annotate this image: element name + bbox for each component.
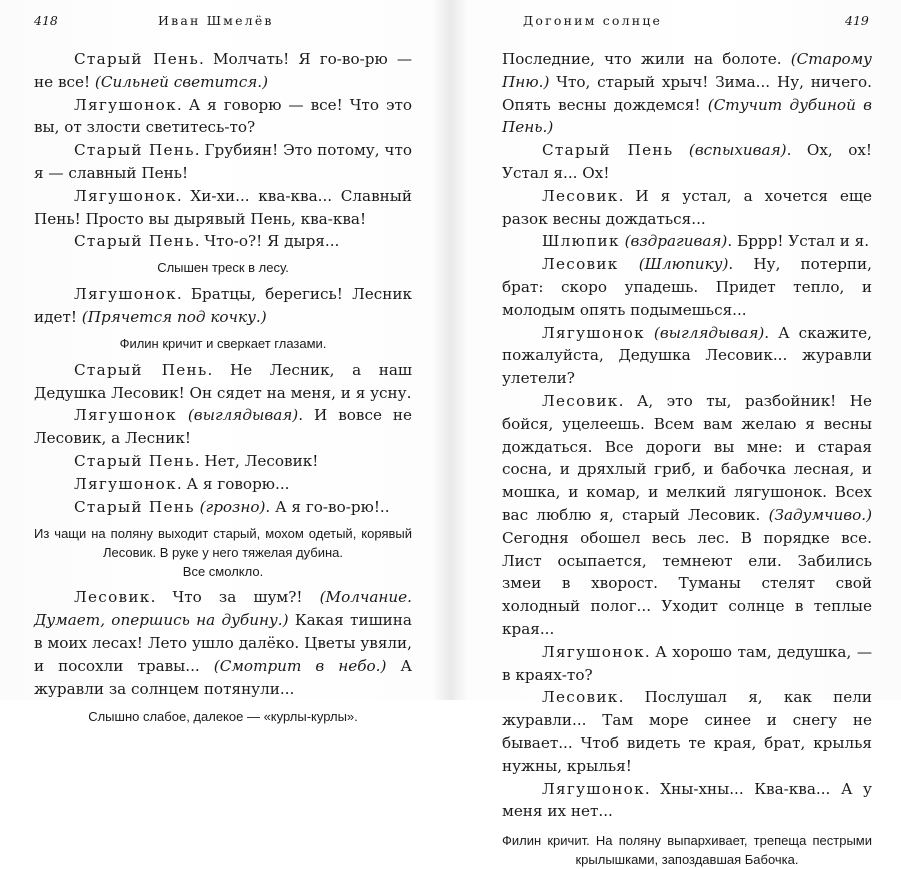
speaker-separator: . [207, 360, 230, 379]
stage-remark: (грозно) [199, 497, 266, 516]
speaker-separator: . [644, 779, 661, 798]
left-page-body [34, 48, 412, 732]
speaker-name: Лесовик [542, 688, 619, 707]
dialogue-line [502, 641, 872, 687]
speaker-separator [619, 255, 639, 273]
speaker-name: Лесовик [542, 391, 619, 410]
stage-remark: (выглядывая) [653, 323, 765, 342]
right-page-body [502, 48, 872, 869]
stage-remark: (Смотрит в небо.) [213, 656, 387, 675]
right-running-head-title: Догоним солнце [523, 13, 663, 28]
right-page [451, 0, 901, 868]
stage-remark: (Сильней светится.) [94, 72, 269, 91]
stage-remark: (выглядывая) [187, 406, 299, 425]
speaker-separator: . [618, 186, 636, 205]
dialogue-line [34, 230, 412, 253]
speech-text: А я говорю... [186, 474, 290, 493]
stage-remark: (вздрагивая) [624, 232, 728, 251]
speech-text: Хи-хи... ква-ква... Славный Пень! Просто вы дырявый Пень, ква-ква! [34, 186, 412, 228]
speaker-separator: . [644, 642, 656, 661]
dialogue-line [34, 283, 412, 329]
speaker-name: Лесовик [74, 588, 151, 607]
speaker-name: Лягушонок [542, 779, 645, 798]
speech-text: Нет, Лесовик! [204, 451, 319, 470]
speaker-separator: . [150, 588, 173, 607]
speech-text: . Ну, потерпи, брат: скоро упадешь. Придет тепло, и молодым опять подымешься... [502, 255, 872, 319]
speaker-name: Лесовик [542, 255, 619, 274]
stage-remark: (Прячется под кочку.) [81, 307, 267, 326]
left-page-number: 418 [34, 13, 58, 28]
speech-continuation [502, 48, 872, 139]
stage-direction: Из чащи на поляну выходит старый, мохом одетый, корявый Лесовик. В руке у него тяжелая дубина. [34, 526, 412, 561]
speech-text: А хорошо там, дедушка, — в краях-то? [502, 642, 872, 684]
stage-remark: (Шлюпику) [638, 255, 729, 274]
speech-text: . Ох, ох! Устал я... Ох! [502, 141, 873, 182]
speech-text: Молчать! Я го-во-рю — не все! [34, 50, 413, 91]
dialogue-line [34, 473, 412, 496]
dialogue-line [34, 48, 412, 94]
dialogue-line [502, 322, 872, 390]
left-running-head-title: Иван Шмелёв [158, 13, 274, 28]
speaker-name: Лягушонок [74, 474, 177, 493]
stage-remark: (вспыхивая) [688, 141, 787, 160]
speaker-name: Лягушонок [542, 642, 645, 661]
speaker-separator [177, 406, 188, 424]
dialogue-line [34, 496, 412, 519]
dialogue-line [502, 185, 872, 231]
speaker-separator: . [194, 141, 205, 160]
speech-text: Какая тишина в моих лесах! Лето ушло далёко. Цветы увяли, и посохли травы... (Смотрит в небо.) А журавли за солнцем потянули... [34, 611, 412, 698]
dialogue-line [502, 390, 872, 641]
speaker-name: Лягушонок [74, 285, 177, 304]
speaker-separator: . [176, 474, 187, 493]
dialogue-block [34, 586, 412, 700]
speech-text: И я устал, а хочется еще разок весны дождаться... [502, 186, 873, 228]
speaker-separator: . [618, 391, 637, 410]
speaker-name: Лягушонок [74, 95, 177, 114]
speech-text: Не Лесник, а наш Дедушка Лесовик! Он сядет на меня, и я усну. [34, 360, 412, 402]
stage-direction: Филин кричит. На поляну выпархивает, трепеща пестрыми крылышками, запоздавшая Бабочка. [502, 833, 872, 868]
speaker-name: Лесовик [542, 186, 619, 205]
speech-text: Хны-хны... Ква-ква... А у меня их нет... [502, 779, 872, 821]
dialogue-block [34, 48, 412, 253]
speaker-name: Старый Пень [74, 360, 208, 379]
stage-direction: Филин кричит и сверкает глазами. [119, 335, 327, 351]
stage-remark: (Стучит дубиной в Пень.) [502, 95, 872, 137]
speaker-name: Старый Пень [74, 141, 195, 160]
dialogue-line [34, 404, 412, 450]
speech-text: Сегодня обошел весь лес. В порядке все. Лист осыпается, темнеют ели. Забились змеи в хворост. Туманы стелят свой холодный полог... Уходит солнце в теплые края... [502, 528, 872, 638]
speech-text: А я говорю — все! Что это вы, от злости светитесь-то? [34, 95, 413, 137]
speaker-name: Лягушонок [542, 323, 645, 342]
speaker-separator: . [199, 50, 213, 68]
speech-text: Послушал я, как пели журавли... Там море синее и снегу не бывает... Чтоб видеть те края, брат, крылья нужны, крылья! [502, 688, 872, 775]
speaker-separator: . [194, 232, 205, 251]
speaker-separator [673, 141, 688, 159]
speaker-name: Старый Пень [74, 232, 195, 251]
speaker-name: Шлюпик [542, 232, 620, 251]
speech-text: А, это ты, разбойник! Не бойся, уцелеешь. Всем вам желаю я весны дождаться. Все дороги вы мне: и старая сосна, и дряхлый гриб, и бабочка лесная, и мошка, и комар, и мелкий лягушонок. Всех вас люблю я, старый Лесовик. [502, 391, 872, 524]
speaker-separator: . [194, 451, 205, 470]
dialogue-block [34, 283, 412, 329]
speaker-name: Старый Пень [74, 497, 195, 516]
speaker-name: Старый Пень [542, 141, 674, 160]
dialogue-line [34, 185, 412, 231]
stage-remark: (Молчание. Думает, опершись на дубину.) [34, 588, 412, 630]
speaker-name: Лягушонок [74, 406, 177, 425]
speech-text: Что за шум?! [172, 588, 320, 607]
stage-remark: (Задумчиво.) [768, 505, 872, 524]
dialogue-line [34, 359, 412, 405]
speaker-name: Лягушонок [74, 186, 177, 205]
right-page-number: 419 [845, 13, 869, 28]
speaker-separator: . [176, 186, 191, 205]
speech-text: Что-о?! Я дыря... [204, 232, 340, 251]
speaker-name: Старый Пень [74, 50, 200, 68]
speech-text: Что, старый хрыч! Зима... Ну, ничего. Опять весны дождемся! [502, 72, 872, 114]
dialogue-line [502, 139, 872, 185]
speech-text: Грубиян! Это потому, что я — славный Пень! [34, 141, 412, 182]
dialogue-line [502, 778, 872, 824]
left-page [0, 0, 450, 725]
dialogue-line [502, 230, 872, 253]
speaker-separator [645, 324, 654, 342]
dialogue-line [502, 253, 872, 321]
dialogue-line [34, 139, 412, 185]
speech-text: Последние, что жили на болоте. [502, 50, 791, 68]
speech-text: . И вовсе не Лесовик, а Лесник! [34, 406, 413, 448]
speaker-separator: . [176, 285, 191, 304]
stage-direction: Слышно слабое, далекое — «курлы-курлы». [88, 709, 358, 725]
dialogue-line [34, 586, 412, 700]
stage-remark: (Старому Пню.) [502, 50, 872, 91]
stage-direction: Все смолкло. [182, 564, 264, 580]
speaker-name: Старый Пень [74, 451, 195, 470]
speaker-separator: . [176, 95, 189, 114]
speech-text: . А скажите, пожалуйста, Дедушка Лесовик... журавли улетели? [502, 323, 873, 388]
dialogue-line [34, 94, 412, 140]
dialogue-block [34, 359, 412, 519]
speech-text: Братцы, берегись! Лесник идет! [34, 285, 412, 326]
stage-direction: Слышен треск в лесу. [157, 260, 289, 276]
speaker-separator: . [618, 688, 645, 707]
dialogue-block [502, 139, 872, 823]
dialogue-line [34, 450, 412, 473]
speech-text: . А я го-во-рю!.. [265, 497, 390, 516]
speech-text: . Бррр! Устал и я. [727, 232, 870, 251]
